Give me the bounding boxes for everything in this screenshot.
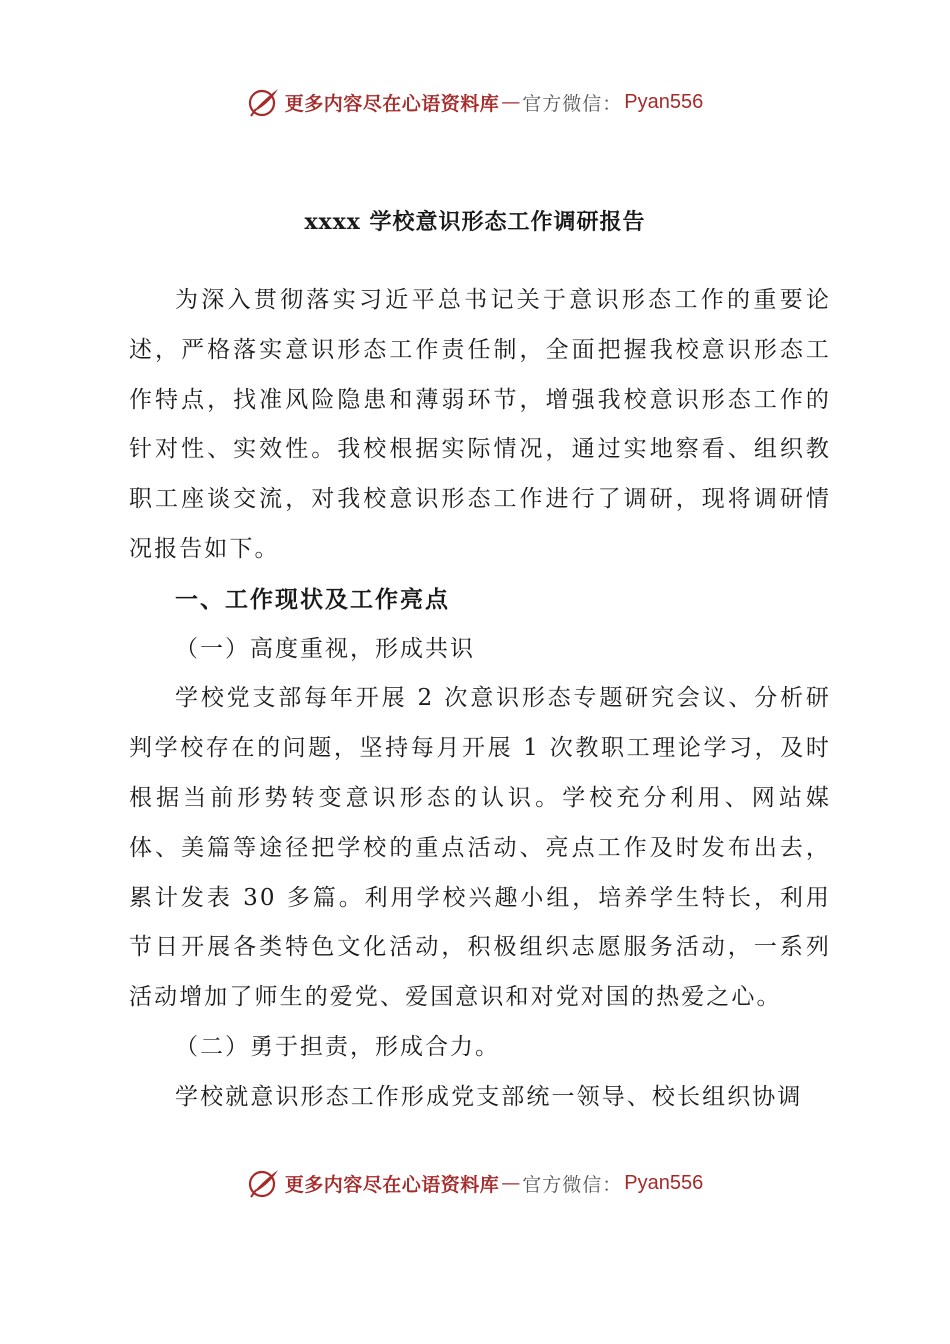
banner-wechat-id: Pyan556 [624, 1171, 704, 1194]
watermark-banner-bottom [0, 1163, 950, 1203]
section-heading: 一、工作现状及工作亮点 [175, 585, 450, 613]
banner-wechat-label: 官方微信： [522, 1173, 623, 1196]
banner-wechat-id: Pyan556 [624, 90, 704, 113]
banner-separator: — [501, 91, 521, 113]
subsection-heading-1: （一）高度重视，形成共识 [175, 635, 475, 662]
subsection-body-2: 学校就意识形态工作形成党支部统一领导、校长组织协调 [175, 1083, 803, 1110]
quill-logo-icon [247, 1166, 281, 1200]
banner-lead-text: 更多内容尽在心语资料库 [284, 1173, 500, 1196]
subsection-heading-2: （二）勇于担责，形成合力。 [175, 1033, 500, 1060]
banner-wechat-label: 官方微信： [522, 92, 623, 115]
document-body [129, 276, 831, 1123]
watermark-banner-top [0, 82, 950, 122]
quill-logo-icon [247, 85, 281, 119]
document-title: xxxx 学校意识形态工作调研报告 [304, 209, 646, 235]
banner-lead-text: 更多内容尽在心语资料库 [284, 92, 500, 115]
banner-separator: — [501, 1172, 521, 1194]
intro-paragraph: 为深入贯彻落实习近平总书记关于意识形态工作的重要论述，严格落实意识形态工作责任制，全面把握我校意识形态工作特点，找准风险隐患和薄弱环节，增强我校意识形态工作的针对性、实效性。我校根据实际情况，通过实地察看、组织教职工座谈交流，对我校意识形态工作进行了调研，现将调研情况报告如下。 [129, 287, 831, 562]
subsection-body-1: 学校党支部每年开展 2 次意识形态专题研究会议、分析研判学校存在的问题，坚持每月开展 1 次教职工理论学习，及时根据当前形势转变意识形态的认识。学校充分利用、网站媒体、美篇等途径把学校的重点活动、亮点工作及时发布出去，累计发表 30 多篇。利用学校兴趣小组，培养学生特长，利用节日开展各类特色文化活动，积极组织志愿服务活动，一系列活动增加了师生的爱党、爱国意识和对党对国的热爱之心。 [129, 685, 831, 1011]
